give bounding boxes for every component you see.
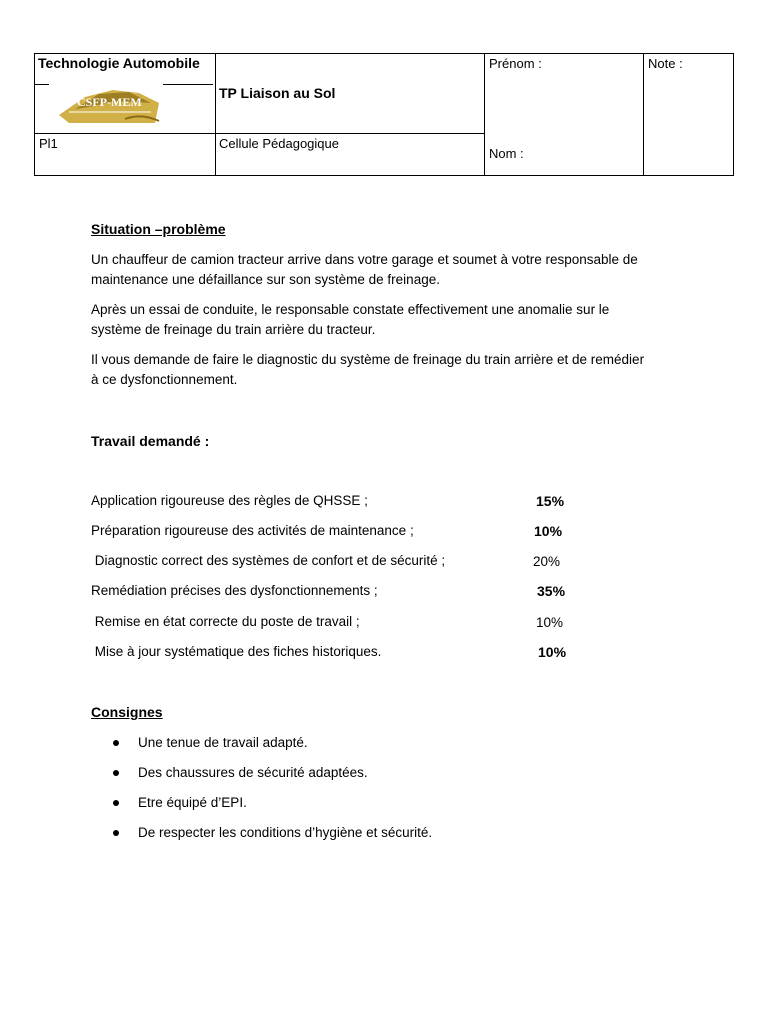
situation-paragraph-3 <box>91 350 681 390</box>
task-label: Diagnostic correct des systèmes de confort et de sécurité ; <box>91 553 446 568</box>
task-percentage: 15% <box>536 493 565 509</box>
decorative-rule <box>163 84 213 85</box>
task-percentage: 20% <box>533 554 561 569</box>
text-line: à ce dysfonctionnement. <box>91 372 238 387</box>
code-label: Pl1 <box>39 136 58 151</box>
task-label: Remise en état correcte du poste de travail ; <box>91 614 360 629</box>
consigne-item: Des chaussures de sécurité adaptées. <box>138 765 368 780</box>
situation-title: Situation –problème <box>91 221 226 237</box>
tp-title: TP Liaison au Sol <box>219 85 336 101</box>
school-logo <box>55 85 167 127</box>
bullet-icon <box>113 740 121 748</box>
task-percentage: 10% <box>538 644 567 660</box>
consigne-item: Une tenue de travail adapté. <box>138 735 308 750</box>
consigne-item: De respecter les conditions d’hygiène et sécurité. <box>138 825 433 840</box>
decorative-rule <box>35 84 49 85</box>
logo-text: CSFP-MEM <box>77 95 142 109</box>
task-percentage: 10% <box>536 615 564 630</box>
note-label: Note : <box>648 56 683 71</box>
bullet-icon <box>113 830 121 838</box>
bullet-icon <box>113 770 121 778</box>
cellule-label: Cellule Pédagogique <box>219 136 339 151</box>
column-divider <box>643 54 644 175</box>
subject-title: Technologie Automobile <box>38 55 200 71</box>
task-label: Mise à jour systématique des fiches historiques. <box>91 644 382 659</box>
text-line: Il vous demande de faire le diagnostic du système de freinage du train arrière et de remédier <box>91 352 645 367</box>
situation-paragraph-2 <box>91 300 681 340</box>
column-divider <box>215 54 216 175</box>
consigne-item: Etre équipé d’EPI. <box>138 795 247 810</box>
bullet-icon <box>113 800 121 808</box>
header-table <box>34 53 734 176</box>
column-divider <box>484 54 485 175</box>
text-line: maintenance une défaillance sur son système de freinage. <box>91 272 440 287</box>
row-divider <box>35 133 484 134</box>
task-label: Application rigoureuse des règles de QHSSE ; <box>91 493 368 508</box>
prenom-label: Prénom : <box>489 56 542 71</box>
text-line: système de freinage du train arrière du tracteur. <box>91 322 376 337</box>
consignes-title: Consignes <box>91 704 163 720</box>
task-label: Préparation rigoureuse des activités de maintenance ; <box>91 523 414 538</box>
travail-title: Travail demandé : <box>91 433 210 449</box>
text-line: Un chauffeur de camion tracteur arrive dans votre garage et soumet à votre responsable de <box>91 252 638 267</box>
situation-paragraph-1 <box>91 250 681 290</box>
task-label: Remédiation précises des dysfonctionnements ; <box>91 583 378 598</box>
task-percentage: 10% <box>534 523 563 539</box>
text-line: Après un essai de conduite, le responsable constate effectivement une anomalie sur le <box>91 302 610 317</box>
nom-label: Nom : <box>489 146 524 161</box>
task-percentage: 35% <box>537 583 566 599</box>
